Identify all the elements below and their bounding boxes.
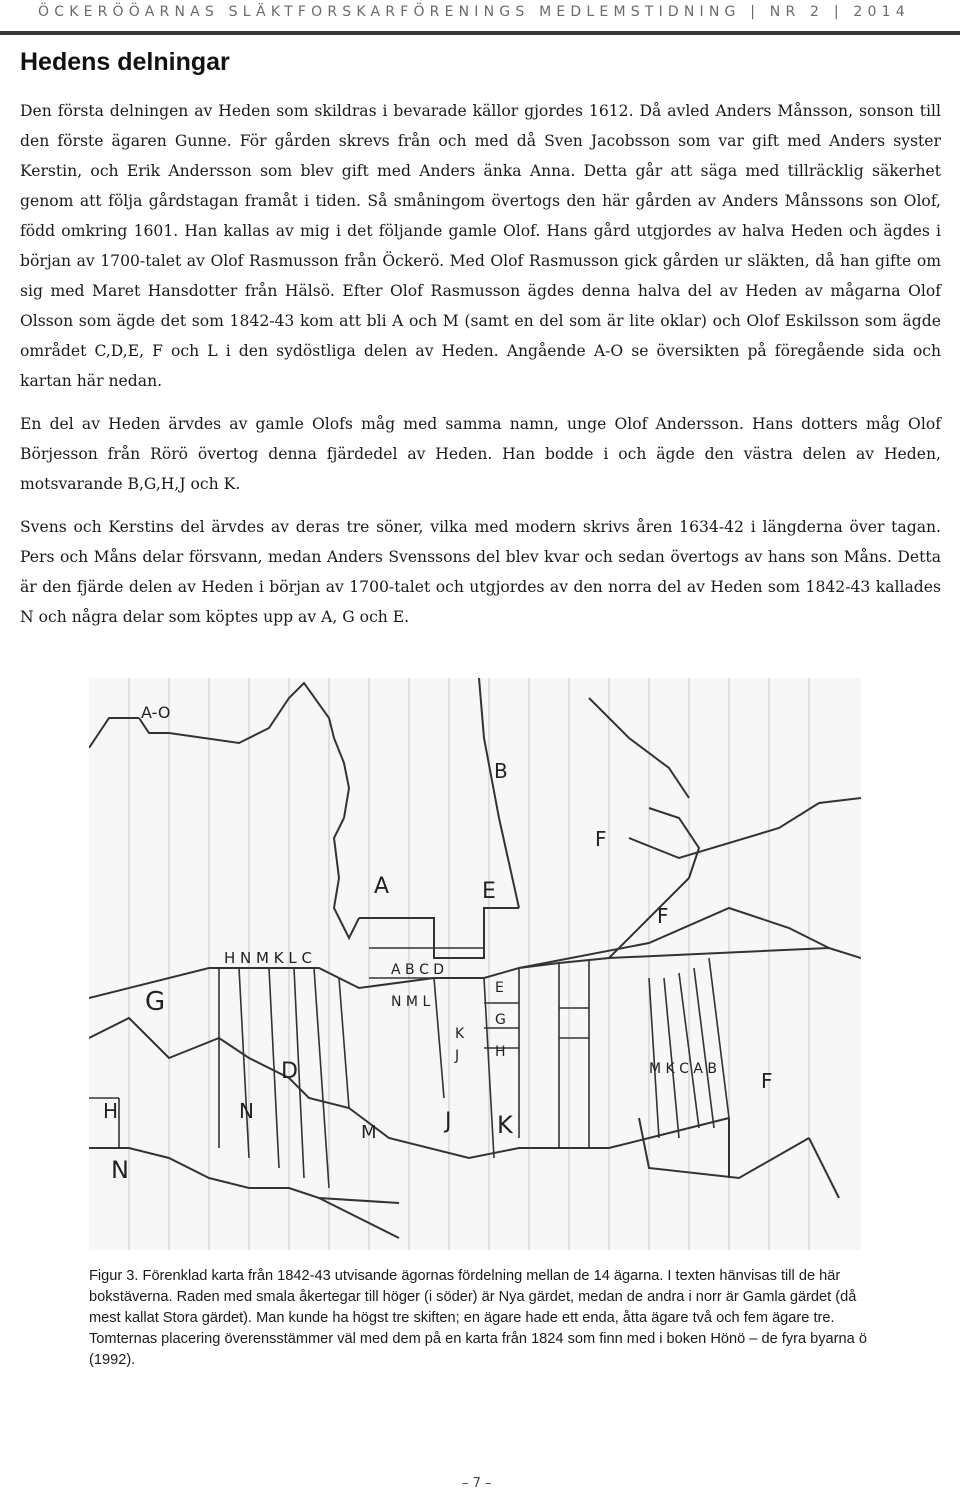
map-label-n2: N bbox=[239, 1099, 254, 1123]
map-label-row1: A B C D bbox=[391, 962, 445, 978]
map-label-k2: K bbox=[455, 1026, 465, 1042]
map-label-row2: N M L bbox=[391, 994, 431, 1010]
map-label-e: E bbox=[482, 879, 496, 904]
paragraph-1: Den första delningen av Heden som skildras i bevarade källor gjordes 1612. Då avled Anders Månsson, sonson till den förste ägaren Gunne. För gården skrevs från och med då Sven Jacobsson som var gift med Anders syster Kerstin, och Erik Andersson som blev gift med Anders änka Anna. Detta går att säga med tillräcklig säkerhet genom att följa gårdstagan framåt i tiden. Så småningom övertogs den här gården av Anders Månssons son Olof, född omkring 1601. Han kallas av mig i det följande gamle Olof. Hans gård utgjordes av halva Heden och ägdes i början av 1700-talet av Olof Rasmusson från Öckerö. Med Olof Rasmusson gick gården ur släkten, då han gifte om sig med Maret Hansdotter från Hälsö. Efter Olof Rasmusson ägdes denna halva del av Heden av mågarna Olof Olsson som ägde det som 1842-43 kom att bli A och M (samt en del som är lite oklar) och Olof Eskilsson som ägde området C,D,E, F och L i den sydöstliga delen av Heden. Angående A-O se översikten på föregående sida och kartan här nedan. bbox=[20, 102, 941, 390]
article-title: Hedens delningar bbox=[20, 48, 230, 76]
paragraph-2: En del av Heden ärvdes av gamle Olofs måg med samma namn, unge Olof Andersson. Hans dotters måg Olof Börjesson från Rörö övertog denna fjärdedel av Heden. Han bodde i och ägde den västra delen av Heden, motsvarande B,G,H,J och K. bbox=[20, 415, 941, 493]
map-label-j2: J bbox=[455, 1048, 460, 1064]
map-label-b: B bbox=[494, 759, 508, 783]
map-label-g: G bbox=[145, 987, 166, 1017]
page-number: – 7 – bbox=[462, 1476, 492, 1491]
map-label-legend: A-O bbox=[141, 703, 171, 722]
map-label-k: K bbox=[497, 1111, 513, 1139]
figure-caption: Figur 3. Förenklad karta från 1842-43 utvisande ägornas fördelning mellan de 14 ägarna. I texten hänvisas till de här bokstäverna. Raden med smala åkertegar till höger (i söder) är Nya gärdet, medan de andra i norr är Gamla gärdet (då mest kallat Stora gärdet). Man kunde ha högst tre skiften; en ägare hade ett enda, åtta ägare två och fem ägare tre. Tomternas placering överensstämmer väl med dem på en karta från 1824 som finn med i boken Hönö – de fyra byarna ö (1992). bbox=[89, 1268, 867, 1368]
map-label-e2: E bbox=[495, 980, 504, 996]
header-rule bbox=[0, 31, 960, 35]
map-label-f2: F bbox=[657, 904, 669, 928]
paragraph-3: Svens och Kerstins del ärvdes av deras tre söner, vilka med modern skrivs åren 1634-42 i längderna över tagan. Pers och Måns delar försvann, medan Anders Svenssons del blev kvar och sedan övertogs av hans son Måns. Detta är den fjärde delen av Heden i början av 1700-talet och utgjordes av den norra del av Heden som 1842-43 kallades N och några delar som köptes upp av A, G och E. bbox=[20, 518, 941, 626]
map-label-g2: G bbox=[495, 1012, 506, 1028]
map-figure bbox=[89, 678, 861, 1250]
map-label-strips: H N M K L C bbox=[224, 949, 312, 967]
map-label-h: H bbox=[103, 1099, 119, 1123]
hand-drawn-map bbox=[89, 678, 861, 1250]
map-label-f1: F bbox=[595, 827, 607, 851]
article-body bbox=[20, 96, 941, 645]
map-label-j: J bbox=[445, 1109, 452, 1134]
map-label-n: N bbox=[111, 1156, 129, 1184]
map-label-m: M bbox=[361, 1122, 377, 1143]
map-label-f3: F bbox=[761, 1069, 773, 1093]
running-header: ÖCKERÖÖARNAS SLÄKTFORSKARFÖRENINGS MEDLEMSTIDNING | NR 2 | 2014 bbox=[38, 4, 910, 20]
map-label-h2: H bbox=[495, 1044, 506, 1060]
map-label-a: A bbox=[374, 874, 390, 899]
map-label-d: D bbox=[281, 1059, 298, 1084]
map-label-east-strips: M K C A B bbox=[649, 1061, 718, 1077]
